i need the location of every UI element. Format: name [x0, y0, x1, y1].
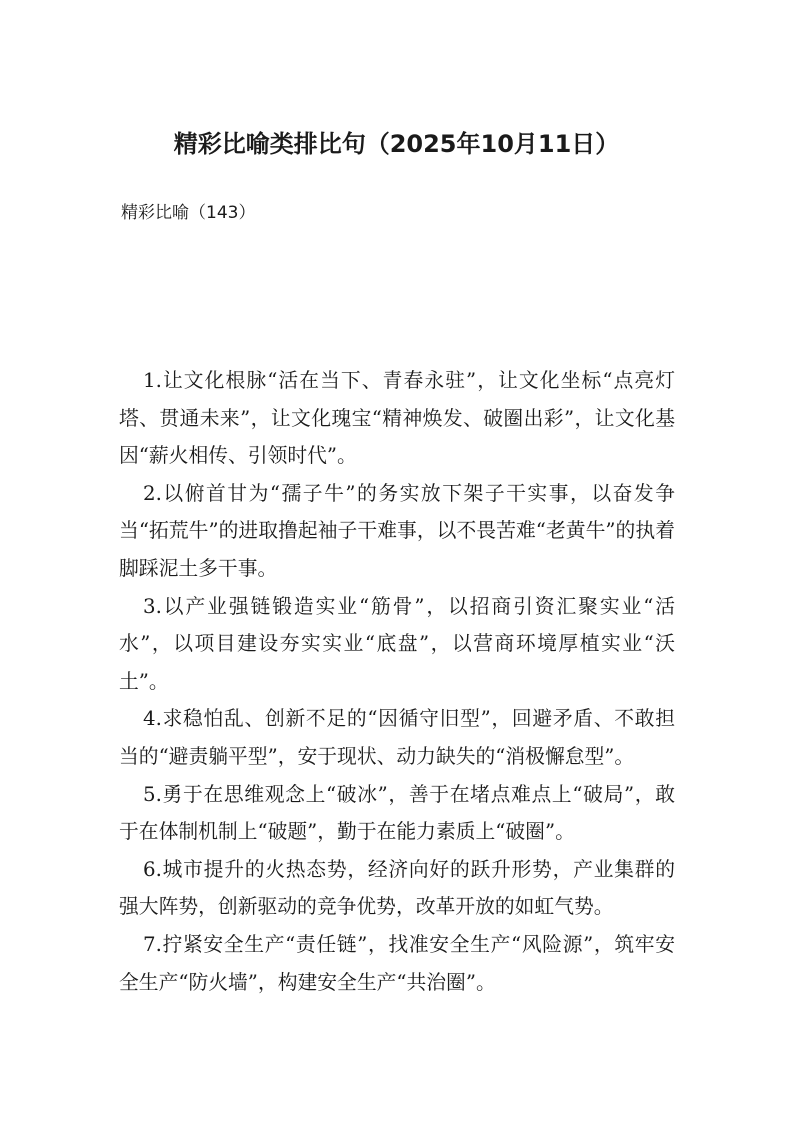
paragraph-6: 6.城市提升的火热态势，经济向好的跃升形势，产业集群的强大阵势，创新驱动的竞争优势，改革开放的如虹气势。: [119, 857, 675, 919]
document-title: 精彩比喻类排比句（2025年10月11日）: [173, 130, 620, 158]
paragraph-7: 7.拧紧安全生产“责任链”，找准安全生产“风险源”，筑牢安全生产“防火墙”，构建安全生产“共治圈”。: [119, 932, 675, 994]
paragraph-5: 5.勇于在思维观念上“破冰”，善于在堵点难点上“破局”，敢于在体制机制上“破题”，勤于在能力素质上“破圈”。: [119, 782, 675, 844]
paragraph-4: 4.求稳怕乱、创新不足的“因循守旧型”，回避矛盾、不敢担当的“避责躺平型”，安于现状、动力缺失的“消极懈怠型”。: [119, 707, 675, 768]
paragraph-1: 1.让文化根脉“活在当下、青春永驻”，让文化坐标“点亮灯塔、贯通未来”，让文化瑰宝“精神焕发、破圈出彩”，让文化基因“薪火相传、引领时代”。: [119, 369, 675, 468]
document-subtitle: 精彩比喻（143）: [121, 203, 256, 223]
paragraph-2: 2.以俯首甘为“孺子牛”的务实放下架子干实事，以奋发争当“拓荒牛”的进取撸起袖子干难事，以不畏苦难“老黄牛”的执着脚踩泥土多干事。: [119, 481, 675, 580]
paragraph-3: 3.以产业强链锻造实业“筋骨”，以招商引资汇聚实业“活水”，以项目建设夯实实业“底盘”，以营商环境厚植实业“沃土”。: [119, 594, 675, 693]
document-body: [119, 362, 675, 1001]
